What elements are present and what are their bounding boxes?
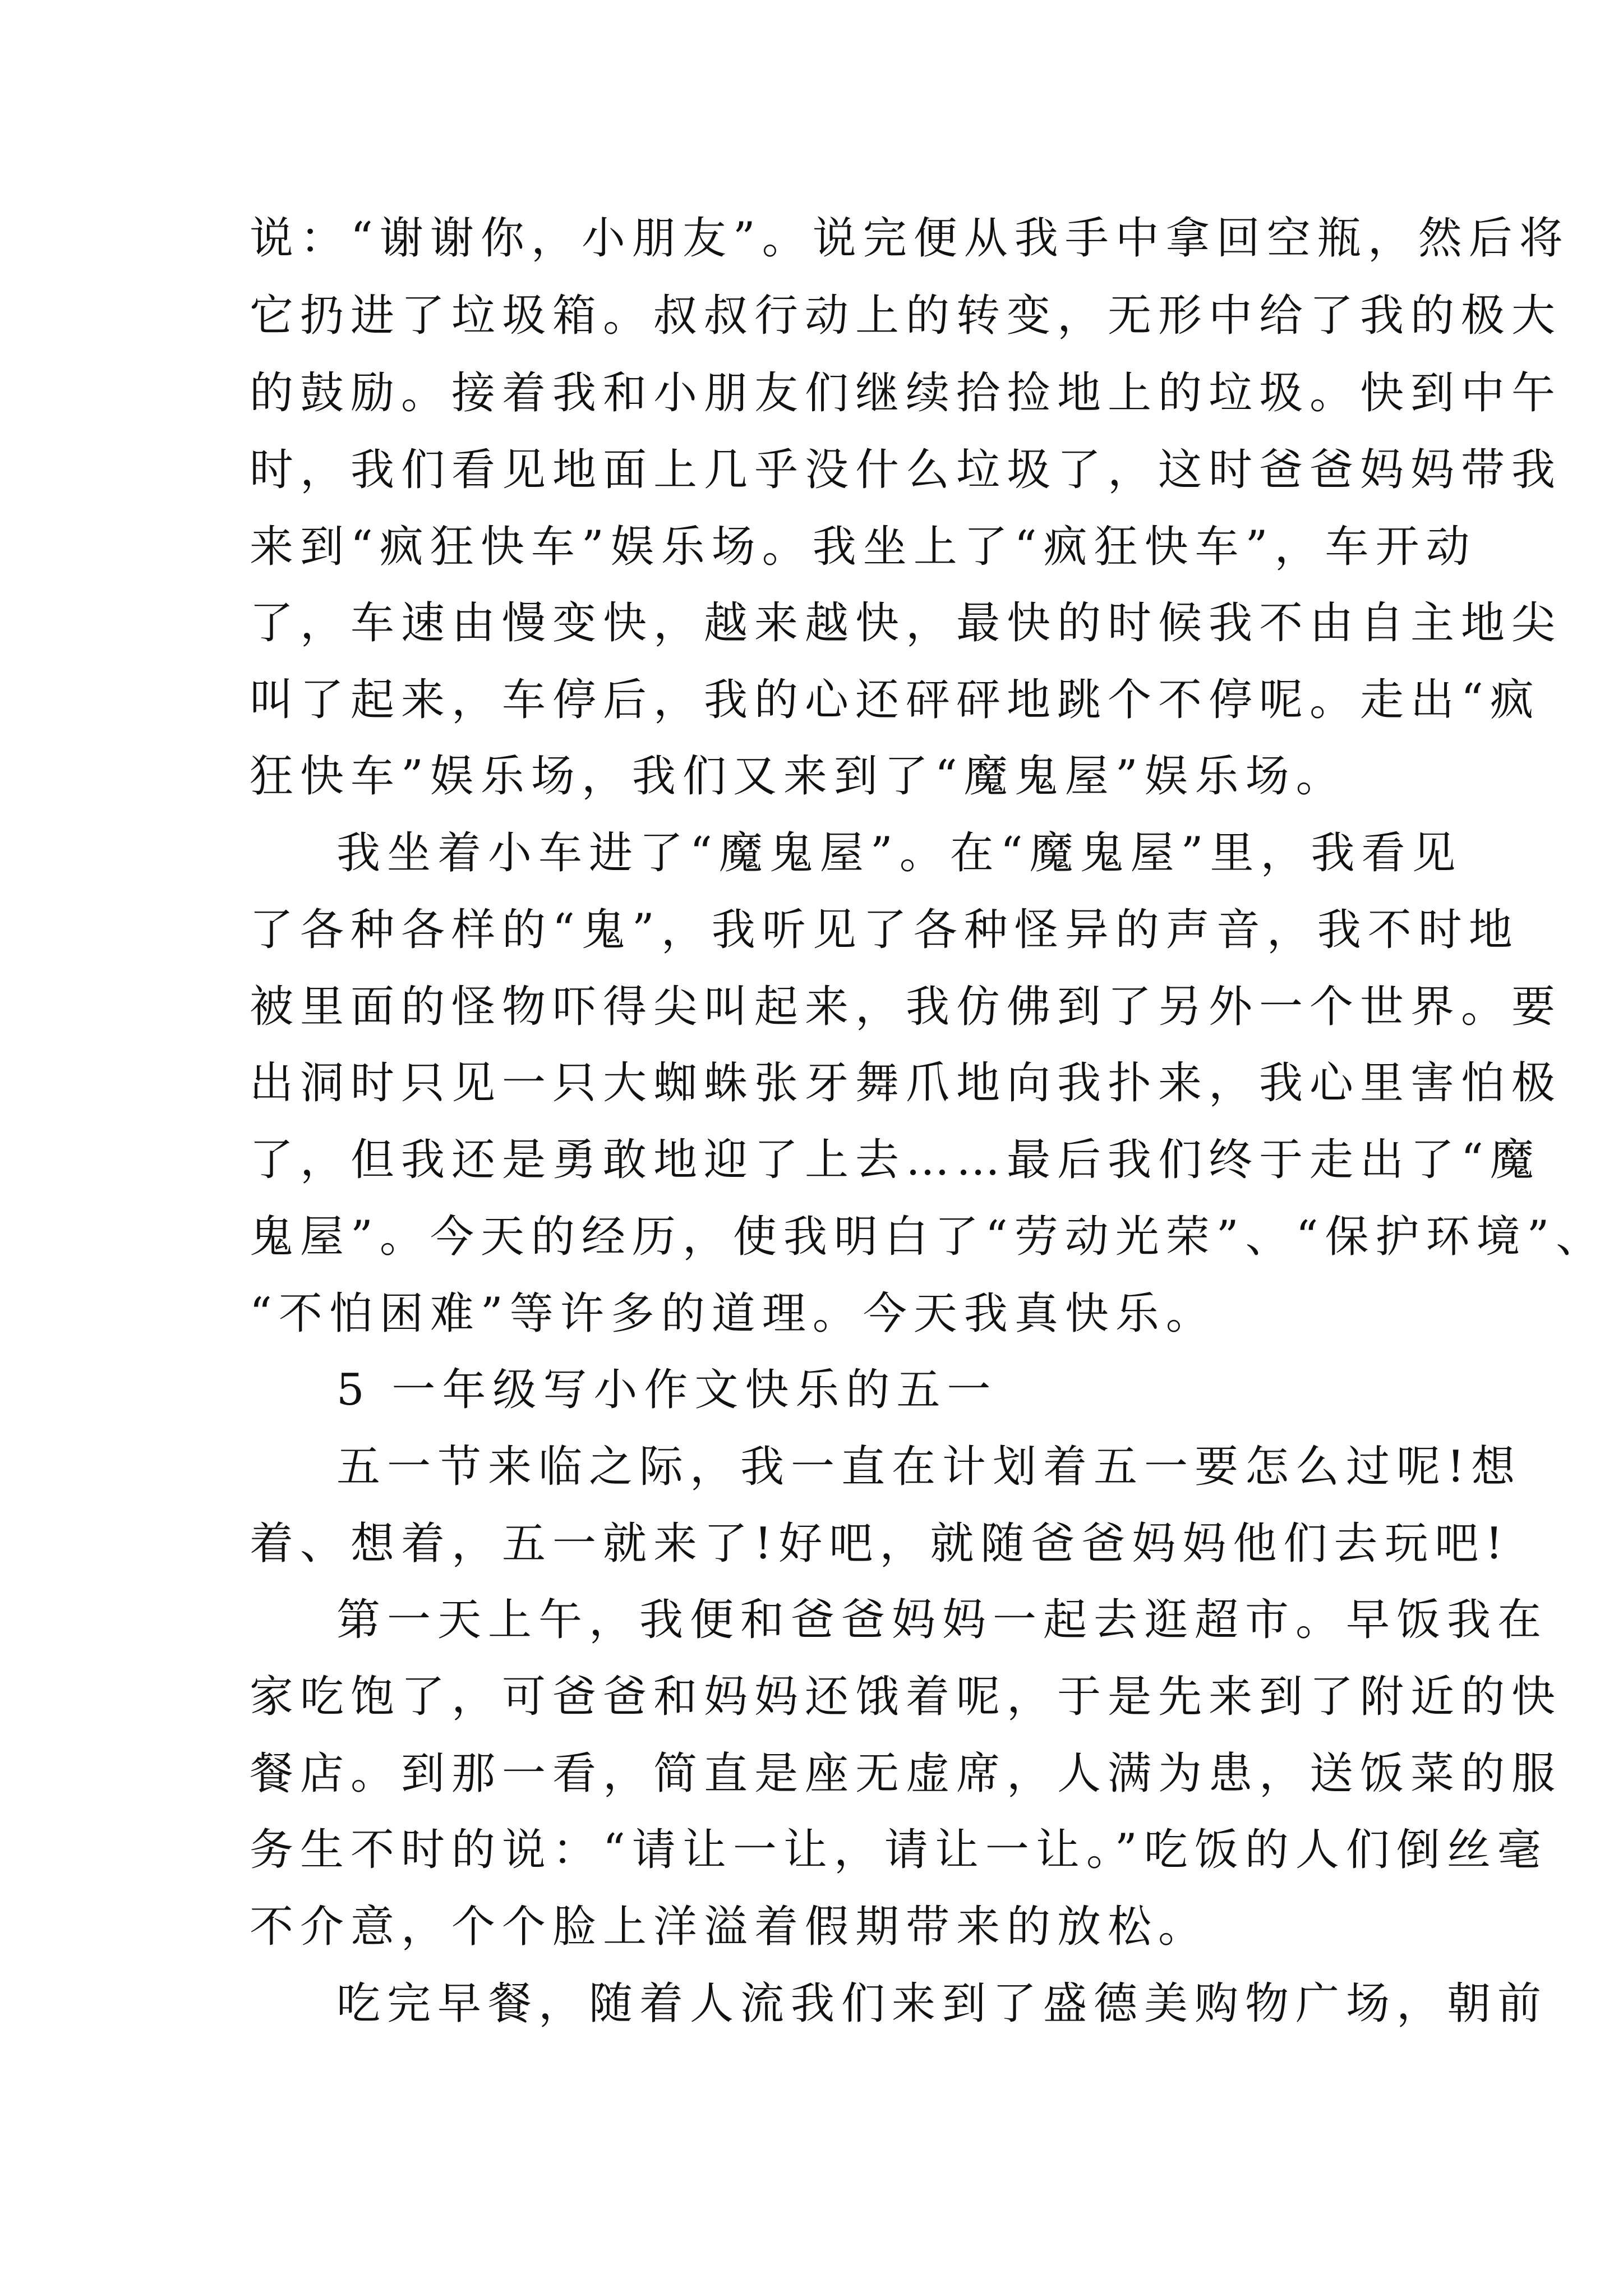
text-line: 家吃饱了，可爸爸和妈妈还饿着呢，于是先来到了附近的快 <box>250 1672 1562 1722</box>
text-line: 了，车速由慢变快，越来越快，最快的时候我不由自主地尖 <box>250 598 1562 648</box>
text-line: 餐店。到那一看，简直是座无虚席，人满为患，送饭菜的服 <box>250 1749 1562 1799</box>
text-line: 叫了起来，车停后，我的心还砰砰地跳个不停呢。走出“疯 <box>250 675 1541 725</box>
text-line: 的鼓励。接着我和小朋友们继续拾捡地上的垃圾。快到中午 <box>250 368 1562 418</box>
paragraph-start-line: 吃完早餐，随着人流我们来到了盛德美购物广场，朝前 <box>336 1978 1548 2029</box>
paragraph-start-line: 五一节来临之际，我一直在计划着五一要怎么过呢!想 <box>336 1442 1522 1492</box>
text-line: 着、想着，五一就来了!好吧，就随爸爸妈妈他们去玩吧! <box>250 1519 1510 1569</box>
text-line: 务生不时的说：“请让一让，请让一让。”吃饭的人们倒丝毫 <box>250 1825 1548 1875</box>
text-line: 说：“谢谢你，小朋友”。说完便从我手中拿回空瓶，然后将 <box>250 213 1570 264</box>
section-heading: 5 一年级写小作文快乐的五一 <box>336 1365 998 1415</box>
paragraph-start-line: 我坐着小车进了“魔鬼屋”。在“魔鬼屋”里，我看见 <box>336 828 1463 878</box>
text-line: 不介意，个个脸上洋溢着假期带来的放松。 <box>250 1902 1209 1952</box>
paragraph-start-line: 第一天上午，我便和爸爸妈妈一起去逛超市。早饭我在 <box>336 1595 1548 1645</box>
text-line: 时，我们看见地面上几乎没什么垃圾了，这时爸爸妈妈带我 <box>250 445 1562 495</box>
text-line: 鬼屋”。今天的经历，使我明白了“劳动光荣”、“保护环境”、 <box>250 1212 1607 1262</box>
text-line: “不怕困难”等许多的道理。今天我真快乐。 <box>250 1289 1216 1339</box>
text-line: 了，但我还是勇敢地迎了上去……最后我们终于走出了“魔 <box>250 1135 1541 1185</box>
text-line: 了各种各样的“鬼”，我听见了各种怪异的声音，我不时地 <box>250 905 1519 955</box>
text-line: 被里面的怪物吓得尖叫起来，我仿佛到了另外一个世界。要 <box>250 982 1562 1032</box>
text-line: 狂快车”娱乐场，我们又来到了“魔鬼屋”娱乐场。 <box>250 751 1347 802</box>
text-line: 来到“疯狂快车”娱乐场。我坐上了“疯狂快车”，车开动 <box>250 522 1477 572</box>
text-line: 出洞时只见一只大蜘蛛张牙舞爪地向我扑来，我心里害怕极 <box>250 1058 1562 1108</box>
text-line: 它扔进了垃圾箱。叔叔行动上的转变，无形中给了我的极大 <box>250 291 1562 341</box>
